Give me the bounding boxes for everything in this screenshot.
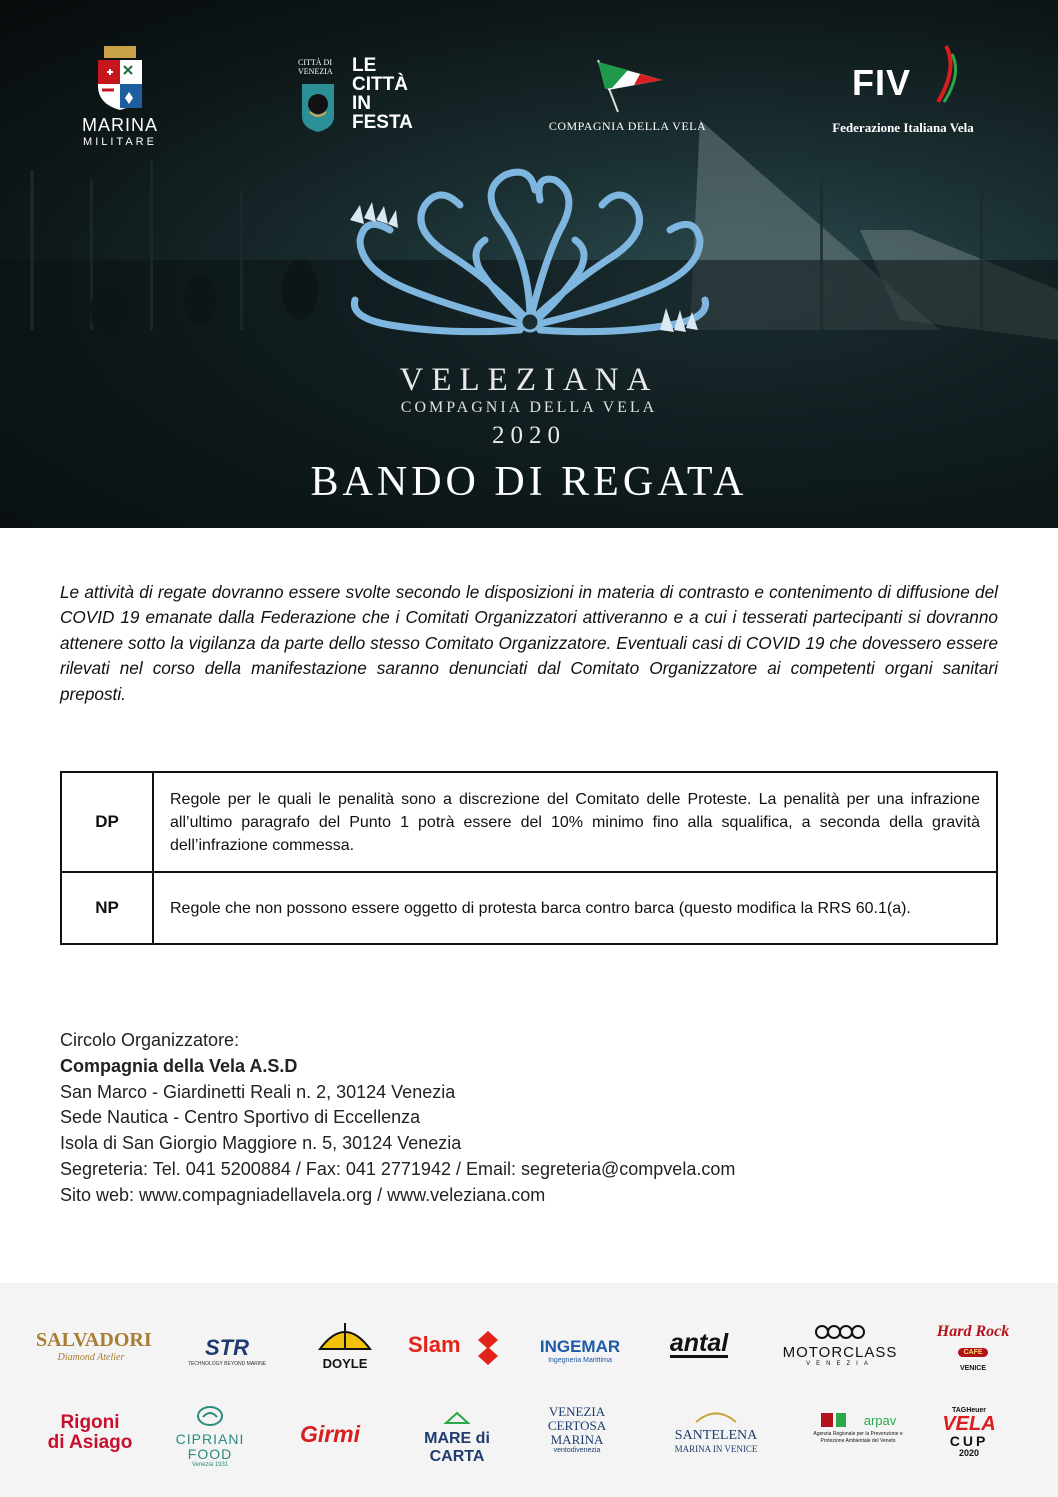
- table-row: [61, 872, 997, 944]
- citta-big4: FESTA: [352, 112, 413, 133]
- fiv-mark: FIV: [852, 62, 912, 103]
- citta-small1: CITTÀ DI: [298, 58, 332, 67]
- marina-militare-logo: [70, 46, 170, 148]
- event-name: VELEZIANA: [399, 362, 659, 398]
- cipriani-sub: Venezia 1931: [191, 1462, 229, 1468]
- motorclass-text: MOTORCLASS: [782, 1344, 898, 1361]
- table-row: [61, 772, 997, 872]
- sponsor-cipriani: [162, 1405, 258, 1468]
- sede-nautica: Sede Nautica - Centro Sportivo di Eccellenza: [60, 1107, 421, 1128]
- sede-address: Isola di San Giorgio Maggiore n. 5, 30124 Venezia: [60, 1133, 462, 1154]
- cup-year: 2020: [958, 1448, 980, 1458]
- club-name: Compagnia della Vela A.S.D: [60, 1055, 298, 1076]
- rule-description: Regole per le quali le penalità sono a discrezione del Comitato delle Proteste. La penalità per una infrazione all’ultimo paragrafo del Punto 1 potrà essere del 10% minimo fino alla squalifica, a seconda della gravità dell’infrazione commessa.: [153, 772, 997, 872]
- fiv-logo: [808, 44, 998, 136]
- cipriani-text: CIPRIANI: [175, 1431, 245, 1447]
- venezia-lion-emblem-icon: [300, 82, 336, 134]
- rule-code: NP: [61, 872, 153, 944]
- burgee-flag-icon: [588, 58, 668, 114]
- fiv-sail-swoosh-icon: [918, 44, 962, 106]
- citta-big3: IN: [352, 93, 371, 114]
- rigoni-text: Rigoni: [60, 1412, 120, 1433]
- sponsor-salvadori: [36, 1329, 152, 1363]
- sponsors-strip: [0, 1283, 1058, 1497]
- event-year: 2020: [492, 422, 566, 449]
- cup-text: CUP: [949, 1433, 989, 1449]
- rule-code: DP: [61, 772, 153, 872]
- sponsor-vela-cup: [934, 1407, 1004, 1458]
- hardrock-cafe: CAFE: [958, 1348, 987, 1357]
- le-citta-in-festa-logo: [294, 56, 434, 138]
- sponsor-rigoni: [42, 1413, 138, 1453]
- organizer-contact-block: [60, 1028, 735, 1209]
- antal-text: antal: [669, 1329, 729, 1357]
- sponsor-girmi: [282, 1421, 378, 1448]
- slam-text: Slam: [408, 1332, 461, 1358]
- citta-big1: LE: [352, 55, 377, 76]
- certosa-sub: ventodivenezia: [553, 1447, 601, 1454]
- arpav-text: arpav: [863, 1412, 897, 1428]
- cipriani-emblem-icon: [195, 1405, 225, 1427]
- marina-line1: MARINA: [81, 115, 158, 135]
- compagnia-della-vela-logo: [535, 58, 720, 134]
- str-sub: TECHNOLOGY BEYOND MARINE: [187, 1361, 267, 1367]
- covid-notice-paragraph: Le attività di regate dovranno essere svolte secondo le disposizioni in materia di contrasto e contenimento di diffusione del COVID 19 emanate dalla Federazione che i Comitati Organizzatori attiveranno e a cui i tesserati partecipanti si dovranno attenere sotto la vigilanza da parte dello stesso Comitato Organizzatore. Eventuali casi di COVID 19 che dovessero essere rilevati nel corso della manifestazione saranno denunciati dal Comitato Organizzatore ai competenti organi sanitari preposti.: [60, 582, 998, 704]
- str-text: STR: [205, 1335, 249, 1360]
- doyle-sail-icon: [316, 1321, 374, 1351]
- certosa-line2: CERTOSA: [547, 1418, 607, 1433]
- fiv-name: Federazione Italiana Vela: [832, 120, 974, 135]
- citta-big2: CITTÀ: [352, 74, 408, 95]
- coat-of-arms-icon: [92, 46, 148, 112]
- sponsor-ingemar: [532, 1337, 628, 1364]
- sponsor-motorclass: [778, 1325, 902, 1367]
- marina-line2: MILITARE: [83, 136, 157, 148]
- cipriani-food: FOOD: [187, 1446, 233, 1462]
- compagnia-logo-text: COMPAGNIA DELLA VELA: [548, 119, 707, 133]
- sponsor-mare-di-carta: [404, 1411, 510, 1466]
- audi-rings-icon: [814, 1325, 866, 1339]
- rule-description: Regole che non possono essere oggetto di protesta barca contro barca (questo modifica la RRS 60.1(a).: [153, 872, 997, 944]
- hardrock-venice: VENICE: [959, 1365, 987, 1372]
- arpav-emblem-icon: [820, 1411, 860, 1429]
- certosa-line3: MARINA: [550, 1432, 604, 1447]
- slam-diamond-icon: [477, 1331, 499, 1365]
- tagheuer-text: TAGHeuer: [951, 1407, 987, 1414]
- sponsor-arpav: [806, 1411, 910, 1445]
- santelena-sub: MARINA IN VENICE: [674, 1444, 758, 1454]
- organizer-line: COMPAGNIA DELLA VELA: [400, 399, 658, 416]
- ingemar-sub: Ingegneria Marittima: [548, 1357, 612, 1364]
- sponsor-str: [172, 1335, 282, 1367]
- website-line: Sito web: www.compagniadellavela.org / www.veleziana.com: [60, 1184, 546, 1205]
- motorclass-sub: VENEZIA: [806, 1361, 874, 1367]
- sponsor-doyle: [310, 1321, 380, 1371]
- vela-text: VELA: [942, 1413, 996, 1435]
- arpav-sub: Agenzia Regionale per la Prevenzione e Protezione Ambientale del Veneto: [813, 1431, 903, 1444]
- doyle-text: DOYLE: [322, 1356, 368, 1371]
- club-address: San Marco - Giardinetti Reali n. 2, 30124 Venezia: [60, 1081, 456, 1102]
- salvadori-text: SALVADORI: [36, 1329, 152, 1351]
- sponsor-venezia-certosa: [534, 1405, 620, 1454]
- citta-small2: VENEZIA: [298, 67, 333, 76]
- mare-di-carta-text: MARE di CARTA: [424, 1430, 490, 1465]
- sponsor-santelena: [660, 1409, 772, 1454]
- rigoni-sub: di Asiago: [47, 1432, 133, 1453]
- contact-label: Circolo Organizzatore:: [60, 1030, 240, 1050]
- segreteria-line: Segreteria: Tel. 041 5200884 / Fax: 041 2771942 / Email: segreteria@compvela.com: [60, 1158, 736, 1179]
- ingemar-text: INGEMAR: [539, 1337, 621, 1356]
- salvadori-sub: Diamond Atelier: [57, 1352, 125, 1363]
- rules-table: [60, 771, 998, 945]
- girmi-text: Girmi: [299, 1421, 361, 1447]
- santelena-sun-icon: [686, 1409, 746, 1423]
- certosa-line1: VENEZIA: [548, 1404, 606, 1419]
- sponsor-antal: [654, 1331, 744, 1358]
- santelena-text: SANTELENA: [674, 1428, 758, 1443]
- veleziana-octopus-emblem: [330, 160, 730, 360]
- hardrock-text: Hard Rock: [936, 1323, 1010, 1340]
- hero-banner: [0, 0, 1058, 528]
- sponsor-slam: [408, 1331, 504, 1365]
- document-title: BANDO DI REGATA: [310, 459, 748, 505]
- sponsor-hardrock: [928, 1323, 1018, 1372]
- mare-di-carta-boat-icon: [442, 1411, 472, 1425]
